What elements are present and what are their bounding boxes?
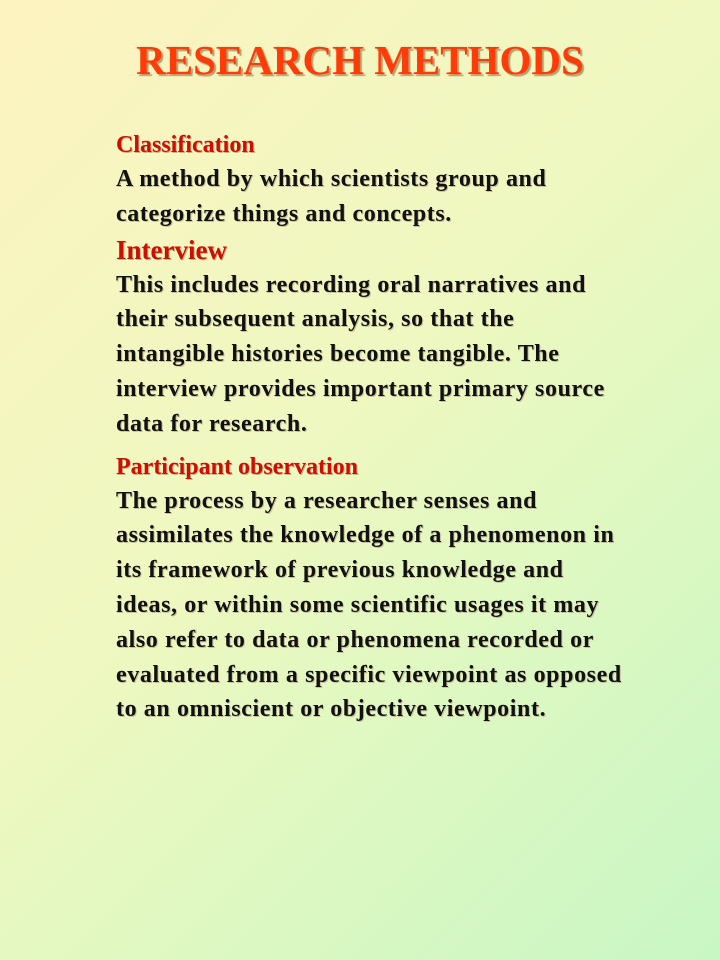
- section-classification: [116, 128, 626, 232]
- slide-title: RESEARCH METHODS: [136, 37, 584, 83]
- section-interview: [116, 232, 626, 442]
- description-classification: A method by which scientists group and categorize things and concepts.: [116, 166, 547, 227]
- description-interview: This includes recording oral narratives and their subsequent analysis, so that the intangible histories become tangible. The interview provides important primary source data for research.: [116, 271, 605, 437]
- term-participant-observation: Participant observation: [116, 453, 358, 480]
- slide-content: [116, 128, 626, 727]
- term-classification: Classification: [116, 132, 255, 158]
- term-interview: Interview: [116, 234, 227, 265]
- description-participant-observation: The process by a researcher senses and assimilates the knowledge of a phenomenon in its framework of previous knowledge and ideas, or within some scientific usages it may also refer to data or phenomena recorded or evaluated from a specific viewpoint as opposed to an omniscient or objective viewpoint.: [116, 487, 622, 723]
- section-participant-observation: [116, 450, 626, 728]
- section-spacer: [116, 442, 626, 450]
